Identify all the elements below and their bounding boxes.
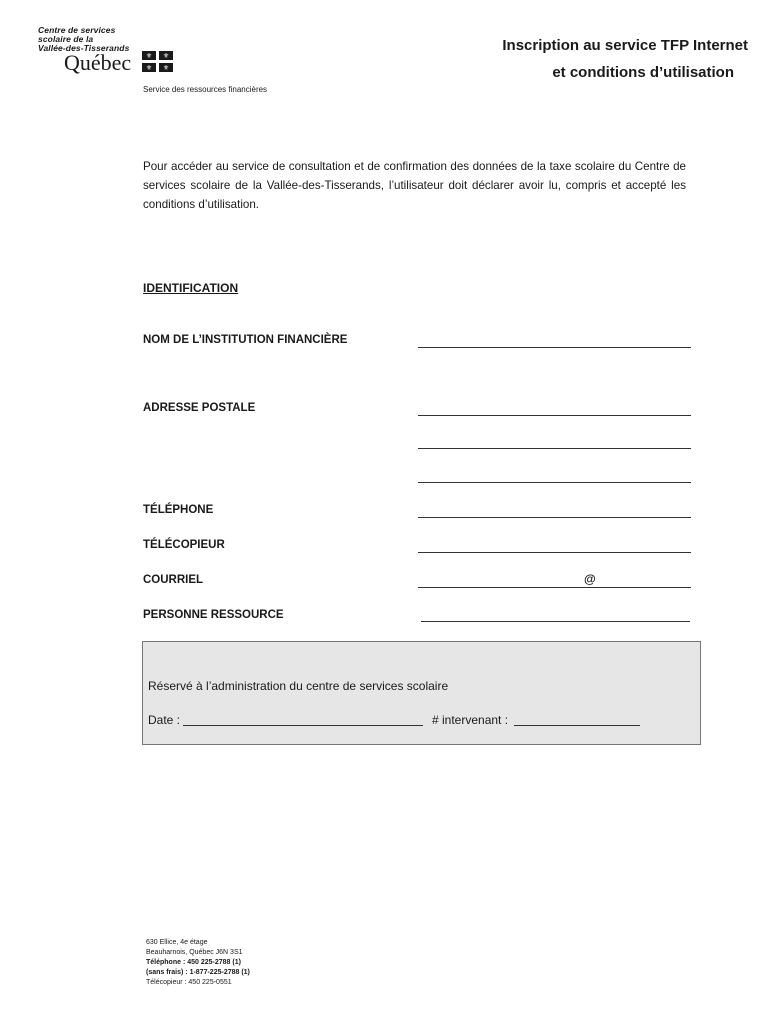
address-field-line-3[interactable] — [418, 482, 691, 483]
org-line-3: Vallée-des-Tisserands — [38, 43, 130, 53]
organization-name — [38, 26, 129, 53]
org-line-1: Centre de services — [38, 25, 116, 35]
title-line-1: Inscription au service TFP Internet — [502, 37, 748, 54]
phone-field[interactable] — [418, 517, 691, 518]
footer-street: 630 Ellice, 4e étage — [146, 939, 208, 946]
footer-phone: Téléphone : 450 225-2788 (1) — [146, 959, 241, 966]
admin-date-field[interactable] — [183, 725, 423, 726]
contact-label: PERSONNE RESSOURCE — [143, 609, 284, 621]
org-line-2: scolaire de la — [38, 34, 94, 44]
email-field[interactable] — [418, 587, 691, 588]
admin-reserved-title: Réservé à l’administration du centre de services scolaire — [148, 679, 449, 693]
footer-fax: Télécopieur : 450 225-0551 — [146, 979, 232, 986]
svg-text:⚜: ⚜ — [145, 52, 153, 60]
admin-intervenant-label: # intervenant : — [432, 713, 509, 727]
footer-city: Beauharnois, Québec J6N 3S1 — [146, 949, 243, 956]
address-field-line-1[interactable] — [418, 415, 691, 416]
admin-date-label: Date : — [148, 713, 181, 727]
fax-label: TÉLÉCOPIEUR — [143, 539, 225, 551]
svg-text:⚜: ⚜ — [162, 64, 170, 72]
identification-heading: IDENTIFICATION — [143, 281, 239, 295]
footer-address — [146, 938, 250, 988]
address-label: ADRESSE POSTALE — [143, 402, 256, 414]
phone-label: TÉLÉPHONE — [143, 504, 214, 516]
institution-label: NOM DE L’INSTITUTION FINANCIÈRE — [143, 334, 348, 346]
svg-text:⚜: ⚜ — [162, 52, 170, 60]
email-label: COURRIEL — [143, 574, 204, 586]
intro-paragraph: Pour accéder au service de consultation et de confirmation des données de la taxe scolaire du Centre de services scolaire de la Vallée-des-Tisserands, l’utilisateur doit déclarer avoir lu, compris et accepté les conditions d’utilisation. — [143, 160, 686, 211]
institution-field[interactable] — [418, 347, 691, 348]
admin-intervenant-field[interactable] — [514, 725, 640, 726]
quebec-wordmark: Québec — [64, 50, 132, 75]
footer-tollfree: (sans frais) : 1-877-225-2788 (1) — [146, 969, 250, 976]
service-label: Service des ressources financières — [143, 85, 268, 94]
title-line-2: et conditions d’utilisation — [552, 64, 734, 81]
contact-field[interactable] — [421, 621, 690, 622]
email-at-sign: @ — [584, 572, 596, 586]
address-field-line-2[interactable] — [418, 448, 691, 449]
svg-text:⚜: ⚜ — [145, 64, 153, 72]
fax-field[interactable] — [418, 552, 691, 553]
document-title — [418, 32, 748, 86]
quebec-flag-icon — [142, 51, 173, 72]
